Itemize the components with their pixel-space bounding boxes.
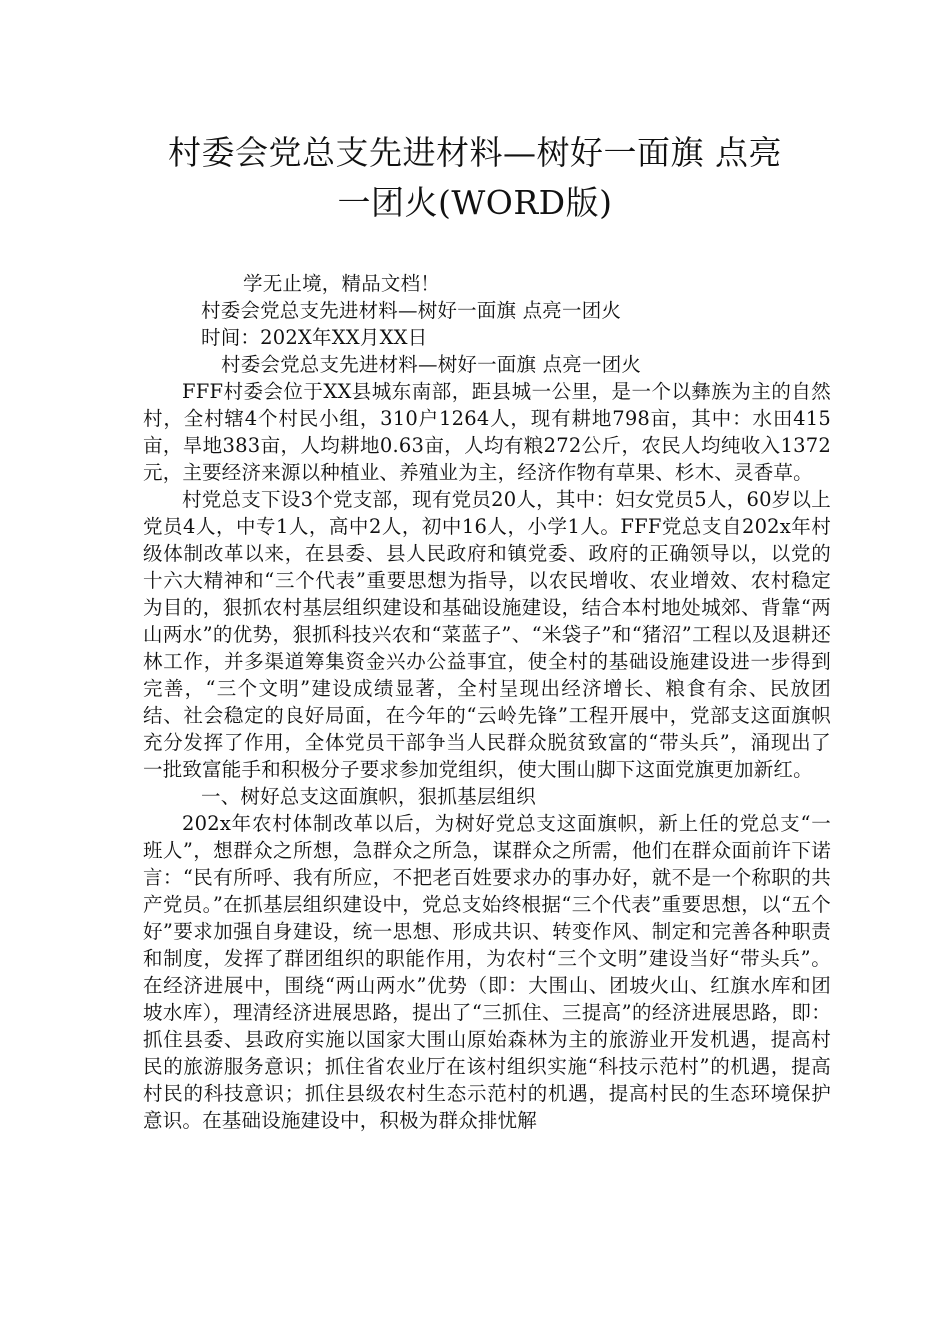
document-body [143, 270, 831, 1134]
title-line-2: 一团火(WORD版) [337, 183, 613, 222]
section-1-heading: 一、树好总支这面旗帜，狠抓基层组织 [201, 785, 536, 808]
paragraph-3: 202x年农村体制改革以后，为树好党总支这面旗帜，新上任的党总支“一班人”，想群众之所想，急群众之所急，谋群众之所需，他们在群众面前许下诺言：“民有所呼、我有所应，不把老百姓要求办的事办好，就不是一个称职的共产党员。”在抓基层组织建设中，党总支始终根据“三个代表”重要思想，以“五个好”要求加强自身建设，统一思想、形成共识、转变作风、制定和完善各种职责和制度，发挥了群团组织的职能作用，为农村“三个文明”建设当好“带头兵”。在经济进展中，围绕“两山两水”优势（即：大围山、团坡火山、红旗水库和团坡水库），理清经济进展思路，提出了“三抓住、三提高”的经济进展思路，即：抓住县委、县政府实施以国家大围山原始森林为主的旅游业开发机遇，提高村民的旅游服务意识；抓住省农业厅在该村组织实施“科技示范村”的机遇，提高村民的科技意识；抓住县级农村生态示范村的机遇，提高村民的生态环境保护意识。在基础设施建设中，积极为群众排忧解 [143, 812, 831, 1132]
paragraph-1: FFF村委会位于XX县城东南部，距县城一公里，是一个以彝族为主的自然村，全村辖4个村民小组，310户1264人，现有耕地798亩，其中：水田415亩，旱地383亩，人均耕地0.63亩，人均有粮272公斤，农民人均纯收入1372元，主要经济来源以种植业、养殖业为主，经济作物有草果、杉木、灵香草。 [143, 380, 831, 484]
meta-time-line: 时间：202X年XX月XX日 [201, 326, 428, 349]
title-line-1: 村委会党总支先进材料—树好一面旗 点亮 [168, 133, 782, 172]
document-title [120, 128, 830, 228]
subtitle-line: 村委会党总支先进材料—树好一面旗 点亮一团火 [221, 353, 642, 376]
paragraph-2: 村党总支下设3个党支部，现有党员20人，其中：妇女党员5人，60岁以上党员4人，中专1人，高中2人，初中16人，小学1人。FFF党总支自202x年村级体制改革以来，在县委、县人民政府和镇党委、政府的正确领导以，以党的十六大精神和“三个代表”重要思想为指导，以农民增收、农业增效、农村稳定为目的，狠抓农村基层组织建设和基础设施建设，结合本村地处城郊、背靠“两山两水”的优势，狠抓科技兴农和“菜蓝子”、“米袋子”和“猪沼”工程以及退耕还林工作，并多渠道筹集资金兴办公益事宜，使全村的基础设施建设进一步得到完善，“三个文明”建设成绩显著，全村呈现出经济增长、粮食有余、民放团结、社会稳定的良好局面，在今年的“云岭先锋”工程开展中，党部支这面旗帜充分发挥了作用，全体党员干部争当人民群众脱贫致富的“带头兵”，涌现出了一批致富能手和积极分子要求参加党组织，使大围山脚下这面党旗更加新红。 [143, 488, 831, 781]
motto-line: 学无止境，精品文档！ [243, 272, 441, 295]
meta-title-line: 村委会党总支先进材料—树好一面旗 点亮一团火 [201, 299, 622, 322]
